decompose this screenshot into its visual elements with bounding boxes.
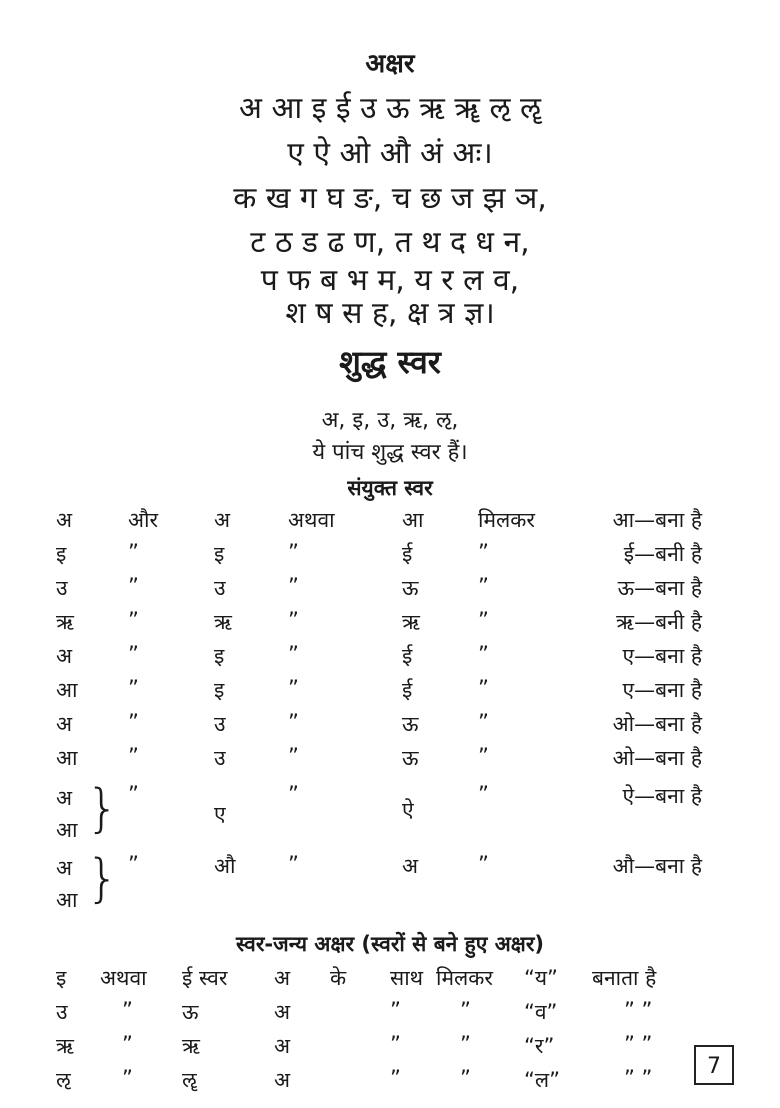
- cell-result: ऐ—बना है: [622, 784, 702, 808]
- cell-ditto: ” ”: [624, 1032, 653, 1056]
- cell-ditto: ”: [128, 574, 139, 598]
- cell-ditto: ”: [288, 642, 299, 666]
- cell-ditto: ”: [288, 852, 299, 876]
- cell-ditto: ”: [288, 744, 299, 768]
- cell-alt-vowel: ई: [402, 678, 413, 702]
- cell-banata: बनाता है: [592, 966, 657, 990]
- cell-alt-vowel: अ: [402, 854, 419, 878]
- cell-alt-vowel: ई: [402, 542, 413, 566]
- vowel-stack: [56, 782, 77, 846]
- alphabet-line-4: ट ठ ड ढ ण, त थ द ध न,: [250, 225, 530, 260]
- cell-ditto: ”: [122, 998, 133, 1022]
- cell-or: अथवा: [100, 966, 147, 990]
- cell-vowel: ऋ: [56, 1034, 74, 1058]
- cell-result: ई—बनी है: [623, 542, 702, 566]
- cell-vowel: ऌ: [56, 1068, 71, 1092]
- table-row: [56, 574, 706, 608]
- cell-first-vowel: अ: [56, 712, 73, 736]
- cell-result: ओ—बना है: [612, 712, 702, 736]
- cell-ditto: ”: [478, 608, 489, 632]
- cell-ditto: ”: [478, 710, 489, 734]
- cell-vowel: इ: [56, 966, 67, 990]
- table-row-grouped: [56, 849, 706, 918]
- cell-ditto: ”: [478, 574, 489, 598]
- cell-result: आ—बना है: [612, 508, 702, 532]
- right-brace: }: [86, 849, 120, 909]
- vowel-stack: [56, 852, 77, 916]
- cell-alt-vowel: ऐ: [402, 798, 414, 822]
- cell-ditto: ”: [478, 642, 489, 666]
- cell-ditto: ”: [288, 676, 299, 700]
- cell-ditto: ”: [390, 1066, 401, 1090]
- cell-second-vowel: अ: [214, 508, 231, 532]
- cell-ditto: ”: [460, 1066, 471, 1090]
- cell-second-vowel: ए: [214, 802, 226, 826]
- table-row: [56, 506, 706, 540]
- cell-second-vowel: ऋ: [214, 610, 232, 634]
- table-row: [56, 1066, 696, 1100]
- cell-second-vowel: इ: [214, 542, 225, 566]
- cell-long-vowel: ई स्वर: [182, 966, 228, 990]
- cell-ditto: ”: [128, 642, 139, 666]
- table-row: [56, 608, 706, 642]
- right-brace: }: [86, 779, 120, 839]
- table-row: [56, 1032, 696, 1066]
- cell-first-vowel: आ: [56, 678, 78, 702]
- cell-or: अथवा: [288, 508, 335, 532]
- cell-result: ए—बना है: [622, 644, 702, 668]
- page-number: 7: [694, 1045, 734, 1085]
- cell-first-vowel: अ: [56, 786, 73, 810]
- cell-first-vowel: अ: [56, 856, 73, 880]
- cell-ditto: ”: [288, 574, 299, 598]
- cell-ditto: ”: [128, 710, 139, 734]
- cell-alt-vowel: आ: [402, 508, 424, 532]
- cell-alt-vowel: ई: [402, 644, 413, 668]
- cell-ditto: ”: [128, 744, 139, 768]
- cell-first-vowel: इ: [56, 542, 67, 566]
- alphabet-line-2: ए ऐ ओ औ अं अः।: [287, 136, 493, 171]
- cell-result-letter: “य”: [524, 966, 558, 990]
- cell-ditto: ”: [128, 676, 139, 700]
- cell-a: अ: [274, 1000, 291, 1024]
- shuddh-swar-statement: ये पांच शुद्ध स्वर हैं।: [312, 440, 468, 465]
- cell-first-vowel: आ: [56, 746, 78, 770]
- cell-second-vowel: औ: [214, 854, 236, 878]
- cell-ditto: ”: [288, 608, 299, 632]
- cell-alt-vowel: ऋ: [402, 610, 420, 634]
- cell-milkar: मिलकर: [478, 508, 535, 532]
- shuddh-swar-list: अ, इ, उ, ऋ, ऌ,: [321, 408, 459, 433]
- cell-ditto: ”: [478, 540, 489, 564]
- cell-result: ऋ—बनी है: [616, 610, 702, 634]
- cell-ditto: ”: [288, 710, 299, 734]
- cell-result: ऊ—बना है: [617, 576, 702, 600]
- table-row: [56, 676, 706, 710]
- swarjanya-heading: स्वर-जन्य अक्षर (स्वरों से बने हुए अक्षर): [235, 932, 545, 956]
- cell-result: ए—बना है: [622, 678, 702, 702]
- cell-ditto: ”: [478, 782, 489, 806]
- cell-ditto: ”: [288, 540, 299, 564]
- cell-ditto: ”: [460, 1032, 471, 1056]
- cell-result-letter: “ल”: [524, 1068, 560, 1092]
- cell-saath: साथ: [390, 966, 424, 990]
- table-row: [56, 964, 696, 998]
- cell-ditto: ”: [128, 782, 139, 806]
- alphabet-line-5: प फ ब भ म, य र ल व,: [260, 263, 520, 298]
- cell-first-vowel: ऋ: [56, 610, 74, 634]
- cell-long-vowel: ऋ: [182, 1034, 200, 1058]
- table-row: [56, 710, 706, 744]
- alphabet-line-1: अ आ इ ई उ ऊ ऋ ॠ ऌ ॡ: [239, 91, 541, 126]
- cell-ditto: ”: [390, 1032, 401, 1056]
- table-row: [56, 744, 706, 778]
- cell-and: और: [128, 508, 159, 532]
- cell-first-vowel: अ: [56, 508, 73, 532]
- cell-alt-vowel: ऊ: [402, 576, 419, 600]
- cell-alt-vowel: ऊ: [402, 712, 419, 736]
- cell-result: औ—बना है: [612, 854, 702, 878]
- cell-ditto: ”: [288, 782, 299, 806]
- cell-second-vowel: उ: [214, 746, 226, 770]
- alphabet-line-6: श ष स ह, क्ष त्र ज्ञ।: [285, 296, 495, 331]
- cell-second-vowel: इ: [214, 678, 225, 702]
- cell-a: अ: [274, 1068, 291, 1092]
- cell-second-vowel: उ: [214, 576, 226, 600]
- cell-ditto: ”: [460, 998, 471, 1022]
- cell-ditto: ”: [128, 540, 139, 564]
- cell-ditto: ”: [128, 852, 139, 876]
- table-row-grouped: [56, 779, 706, 848]
- cell-first-vowel: उ: [56, 576, 68, 600]
- cell-long-vowel: ऊ: [182, 1000, 199, 1024]
- cell-ditto: ”: [390, 998, 401, 1022]
- cell-a: अ: [274, 966, 291, 990]
- cell-ke: के: [330, 966, 347, 990]
- cell-first-vowel-alt: आ: [56, 888, 78, 912]
- cell-long-vowel: ॡ: [182, 1068, 197, 1092]
- cell-ditto: ”: [478, 744, 489, 768]
- page-title: अक्षर: [365, 49, 415, 79]
- cell-alt-vowel: ऊ: [402, 746, 419, 770]
- sanyukt-swar-heading: संयुक्त स्वर: [347, 476, 433, 500]
- cell-first-vowel: अ: [56, 644, 73, 668]
- cell-second-vowel: इ: [214, 644, 225, 668]
- cell-milkar: मिलकर: [436, 966, 493, 990]
- cell-ditto: ” ”: [624, 1066, 653, 1090]
- cell-first-vowel-alt: आ: [56, 818, 78, 842]
- cell-ditto: ”: [478, 676, 489, 700]
- cell-second-vowel: उ: [214, 712, 226, 736]
- table-row: [56, 642, 706, 676]
- cell-ditto: ”: [122, 1032, 133, 1056]
- cell-ditto: ”: [122, 1066, 133, 1090]
- cell-result: ओ—बना है: [612, 746, 702, 770]
- cell-ditto: ”: [128, 608, 139, 632]
- table-row: [56, 998, 696, 1032]
- shuddh-swar-heading: शुद्ध स्वर: [339, 343, 441, 381]
- alphabet-line-3: क ख ग घ ङ, च छ ज झ ञ,: [233, 181, 547, 216]
- table-row: [56, 540, 706, 574]
- cell-ditto: ” ”: [624, 998, 653, 1022]
- cell-vowel: उ: [56, 1000, 68, 1024]
- cell-ditto: ”: [478, 852, 489, 876]
- cell-result-letter: “र”: [524, 1034, 555, 1058]
- cell-a: अ: [274, 1034, 291, 1058]
- cell-result-letter: “व”: [524, 1000, 558, 1024]
